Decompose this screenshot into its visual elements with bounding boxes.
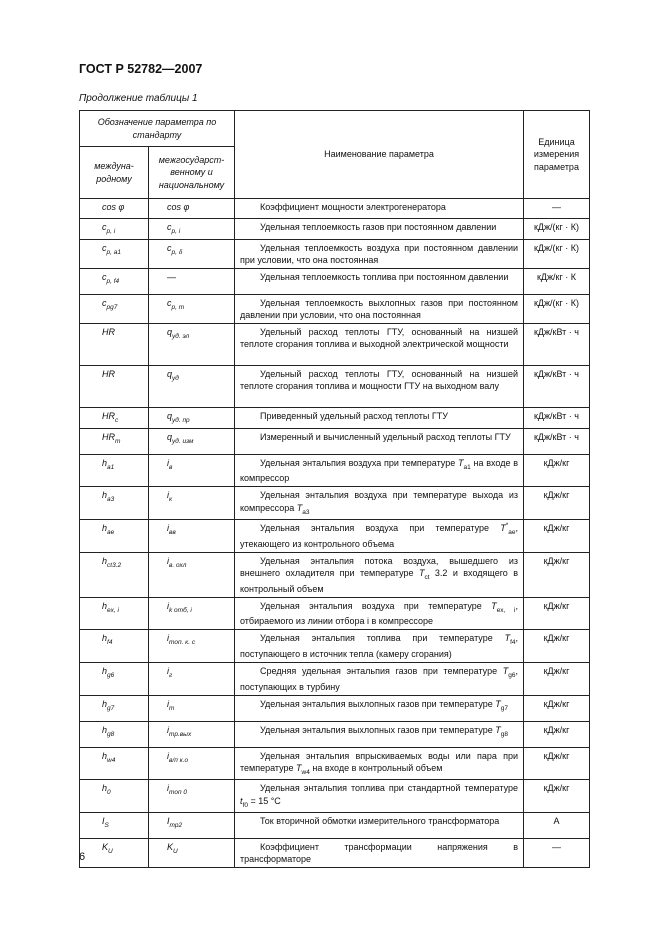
national-symbol-cell: $q_{уд. пр}$ [149,408,235,429]
international-symbol-cell: $K_U$ [80,839,149,868]
parameter-name-cell: Удельная энтальпия топлива при температуре $T_{f4}$, поступающего в источник тепла (камеру сгорания) [235,630,524,663]
international-symbol-cell: $HR_m$ [80,428,149,454]
parameter-name-cell: Коэффициент трансформации напряжения в трансформаторе [235,839,524,868]
unit-cell: кДж/кг [524,663,590,696]
parameter-name-cell: Коэффициент мощности электрогенератора [235,199,524,219]
table-row [80,839,590,868]
unit-cell: кДж/кг [524,520,590,553]
parameter-name-cell: Удельный расход теплоты ГТУ, основанный на низшей теплоте сгорания топлива и мощности ГТУ на выходном валу [235,366,524,408]
parameter-name-cell: Измеренный и вычисленный удельный расход теплоты ГТУ [235,428,524,454]
parameter-table [79,110,590,868]
international-symbol-cell: $h_{a3}$ [80,487,149,520]
document-header: ГОСТ Р 52782—2007 [79,62,203,76]
name-column-header: Наименование параметра [235,111,524,199]
table-row [80,268,590,294]
international-symbol-cell: $I_S$ [80,813,149,839]
table-row [80,663,590,696]
parameter-name-cell: Удельная энтальпия выхлопных газов при температуре $T_{g7}$ [235,695,524,721]
national-symbol-cell: $i_г$ [149,663,235,696]
table-row [80,428,590,454]
unit-cell: кДж/кг [524,487,590,520]
national-symbol-cell: $i_т$ [149,695,235,721]
national-symbol-cell: — [149,268,235,294]
national-symbol-cell: $I_{тр2}$ [149,813,235,839]
unit-cell: — [524,199,590,219]
parameter-name-cell: Удельная теплоемкость топлива при постоянном давлении [235,268,524,294]
table-row [80,747,590,780]
international-symbol-cell: $h_{g6}$ [80,663,149,696]
unit-cell: А [524,813,590,839]
national-symbol-cell: $i_{вв}$ [149,520,235,553]
unit-column-header: Единица измерения параметра [524,111,590,199]
international-symbol-cell: $c_{p, f4}$ [80,268,149,294]
parameter-name-cell: Удельная энтальпия воздуха при температуре выхода из компрессора $T_{a3}$ [235,487,524,520]
national-symbol-cell: $i_{k отб, i}$ [149,597,235,630]
national-symbol-cell: cos φ [149,199,235,219]
parameter-name-cell: Средняя удельная энтальпия газов при температуре $T_{g6}$, поступающих в турбину [235,663,524,696]
unit-cell: кДж/кг [524,454,590,487]
unit-cell: кДж/кг [524,721,590,747]
national-symbol-cell: $i_в$ [149,454,235,487]
unit-cell: кДж/кг [524,552,590,597]
table-row [80,294,590,323]
unit-cell: кДж/кг [524,695,590,721]
parameter-name-cell: Удельная энтальпия впрыскиваемых воды или пара при температуре $T_{w4}$ на входе в контрольный объем [235,747,524,780]
table-continuation-caption: Продолжение таблицы 1 [79,93,198,104]
national-symbol-cell: $q_{уд. изм}$ [149,428,235,454]
unit-cell: кДж/кг [524,780,590,813]
unit-cell: кДж/кг · К [524,268,590,294]
parameter-name-cell: Удельная энтальпия топлива при стандартной температуре $t_{f0} = 15$ °C [235,780,524,813]
table-row [80,721,590,747]
parameter-name-cell: Удельная энтальпия выхлопных газов при температуре $T_{g8}$ [235,721,524,747]
international-symbol-cell: $h_{ae}$ [80,520,149,553]
parameter-name-cell: Удельная энтальпия воздуха при температуре $T_{ex, i}$, отбираемого из линии отбора i в компрессоре [235,597,524,630]
unit-cell: кДж/кг [524,597,590,630]
unit-cell: кДж/кВт · ч [524,408,590,429]
unit-cell: кДж/(кг · К) [524,294,590,323]
international-symbol-cell: $c_{pg7}$ [80,294,149,323]
table-row [80,219,590,240]
table-row [80,487,590,520]
international-symbol-cell: $c_{p, a1}$ [80,239,149,268]
unit-cell: кДж/кВт · ч [524,366,590,408]
international-symbol-cell: $h_{f4}$ [80,630,149,663]
international-column-header: междуна- родному [80,147,149,199]
unit-cell: кДж/(кг · К) [524,219,590,240]
national-symbol-cell: $i_{в. охл}$ [149,552,235,597]
international-symbol-cell: cos φ [80,199,149,219]
national-symbol-cell: $c_{p, \delta}$ [149,239,235,268]
international-symbol-cell: $h_0$ [80,780,149,813]
international-symbol-cell: $h_{a1}$ [80,454,149,487]
parameter-name-cell: Удельная энтальпия потока воздуха, вышедшего из внешнего охладителя при температуре $T_{ct}$ 3.2 и входящего в контрольный объем [235,552,524,597]
national-symbol-cell: $i_{топ. к. с}$ [149,630,235,663]
table-row [80,630,590,663]
national-symbol-cell: $i_к$ [149,487,235,520]
parameter-name-cell: Удельная теплоемкость воздуха при постоянном давлении при условии, что она постоянная [235,239,524,268]
table-row [80,813,590,839]
unit-cell: кДж/кВт · ч [524,324,590,366]
national-symbol-cell: $c_{p, m}$ [149,294,235,323]
table-header-row [80,111,590,147]
national-symbol-cell: $q_{уд}$ [149,366,235,408]
national-symbol-cell: $q_{уд. эл}$ [149,324,235,366]
designation-group-header: Обозначение параметра по стандарту [80,111,235,147]
parameter-name-cell: Удельная теплоемкость газов при постоянном давлении [235,219,524,240]
parameter-name-cell: Приведенный удельный расход теплоты ГТУ [235,408,524,429]
table-row [80,780,590,813]
table-row [80,520,590,553]
table-body [80,199,590,868]
unit-cell: кДж/кВт · ч [524,428,590,454]
national-symbol-cell: $i_{топ 0}$ [149,780,235,813]
parameter-name-cell: Удельная энтальпия воздуха при температуре $T_{a1}$ на входе в компрессор [235,454,524,487]
parameter-name-cell: Удельный расход теплоты ГТУ, основанный на низшей теплоте сгорания топлива и выходной электрической мощности [235,324,524,366]
table-row [80,695,590,721]
parameter-name-cell: Ток вторичной обмотки измерительного трансформатора [235,813,524,839]
unit-cell: кДж/кг [524,747,590,780]
international-symbol-cell: $h_{ct3.2}$ [80,552,149,597]
table-row [80,199,590,219]
table-row [80,366,590,408]
parameter-name-cell: Удельная теплоемкость выхлопных газов при постоянном давлении при условии, что она постоянная [235,294,524,323]
unit-cell: — [524,839,590,868]
national-symbol-cell: $i_{тр.вых}$ [149,721,235,747]
international-symbol-cell: $h_{w4}$ [80,747,149,780]
international-symbol-cell: $HR_c$ [80,408,149,429]
national-column-header: межгосударст- венному и национальному [149,147,235,199]
table-row [80,454,590,487]
national-symbol-cell: $c_{p, i}$ [149,219,235,240]
table-row [80,597,590,630]
international-symbol-cell: HR [80,366,149,408]
international-symbol-cell: $h_{ex, i}$ [80,597,149,630]
parameter-name-cell: Удельная энтальпия воздуха при температуре $T^*_{ae}$, утекающего из контрольного объема [235,520,524,553]
unit-cell: кДж/кг [524,630,590,663]
international-symbol-cell: $c_{p, i}$ [80,219,149,240]
international-symbol-cell: $h_{g7}$ [80,695,149,721]
national-symbol-cell: $i_{в/п к.о}$ [149,747,235,780]
table-row [80,239,590,268]
table-row [80,552,590,597]
page-number: 6 [79,851,86,863]
unit-cell: кДж/(кг · К) [524,239,590,268]
table-row [80,324,590,366]
national-symbol-cell: $K_U$ [149,839,235,868]
international-symbol-cell: $h_{g8}$ [80,721,149,747]
international-symbol-cell: HR [80,324,149,366]
table-row [80,408,590,429]
